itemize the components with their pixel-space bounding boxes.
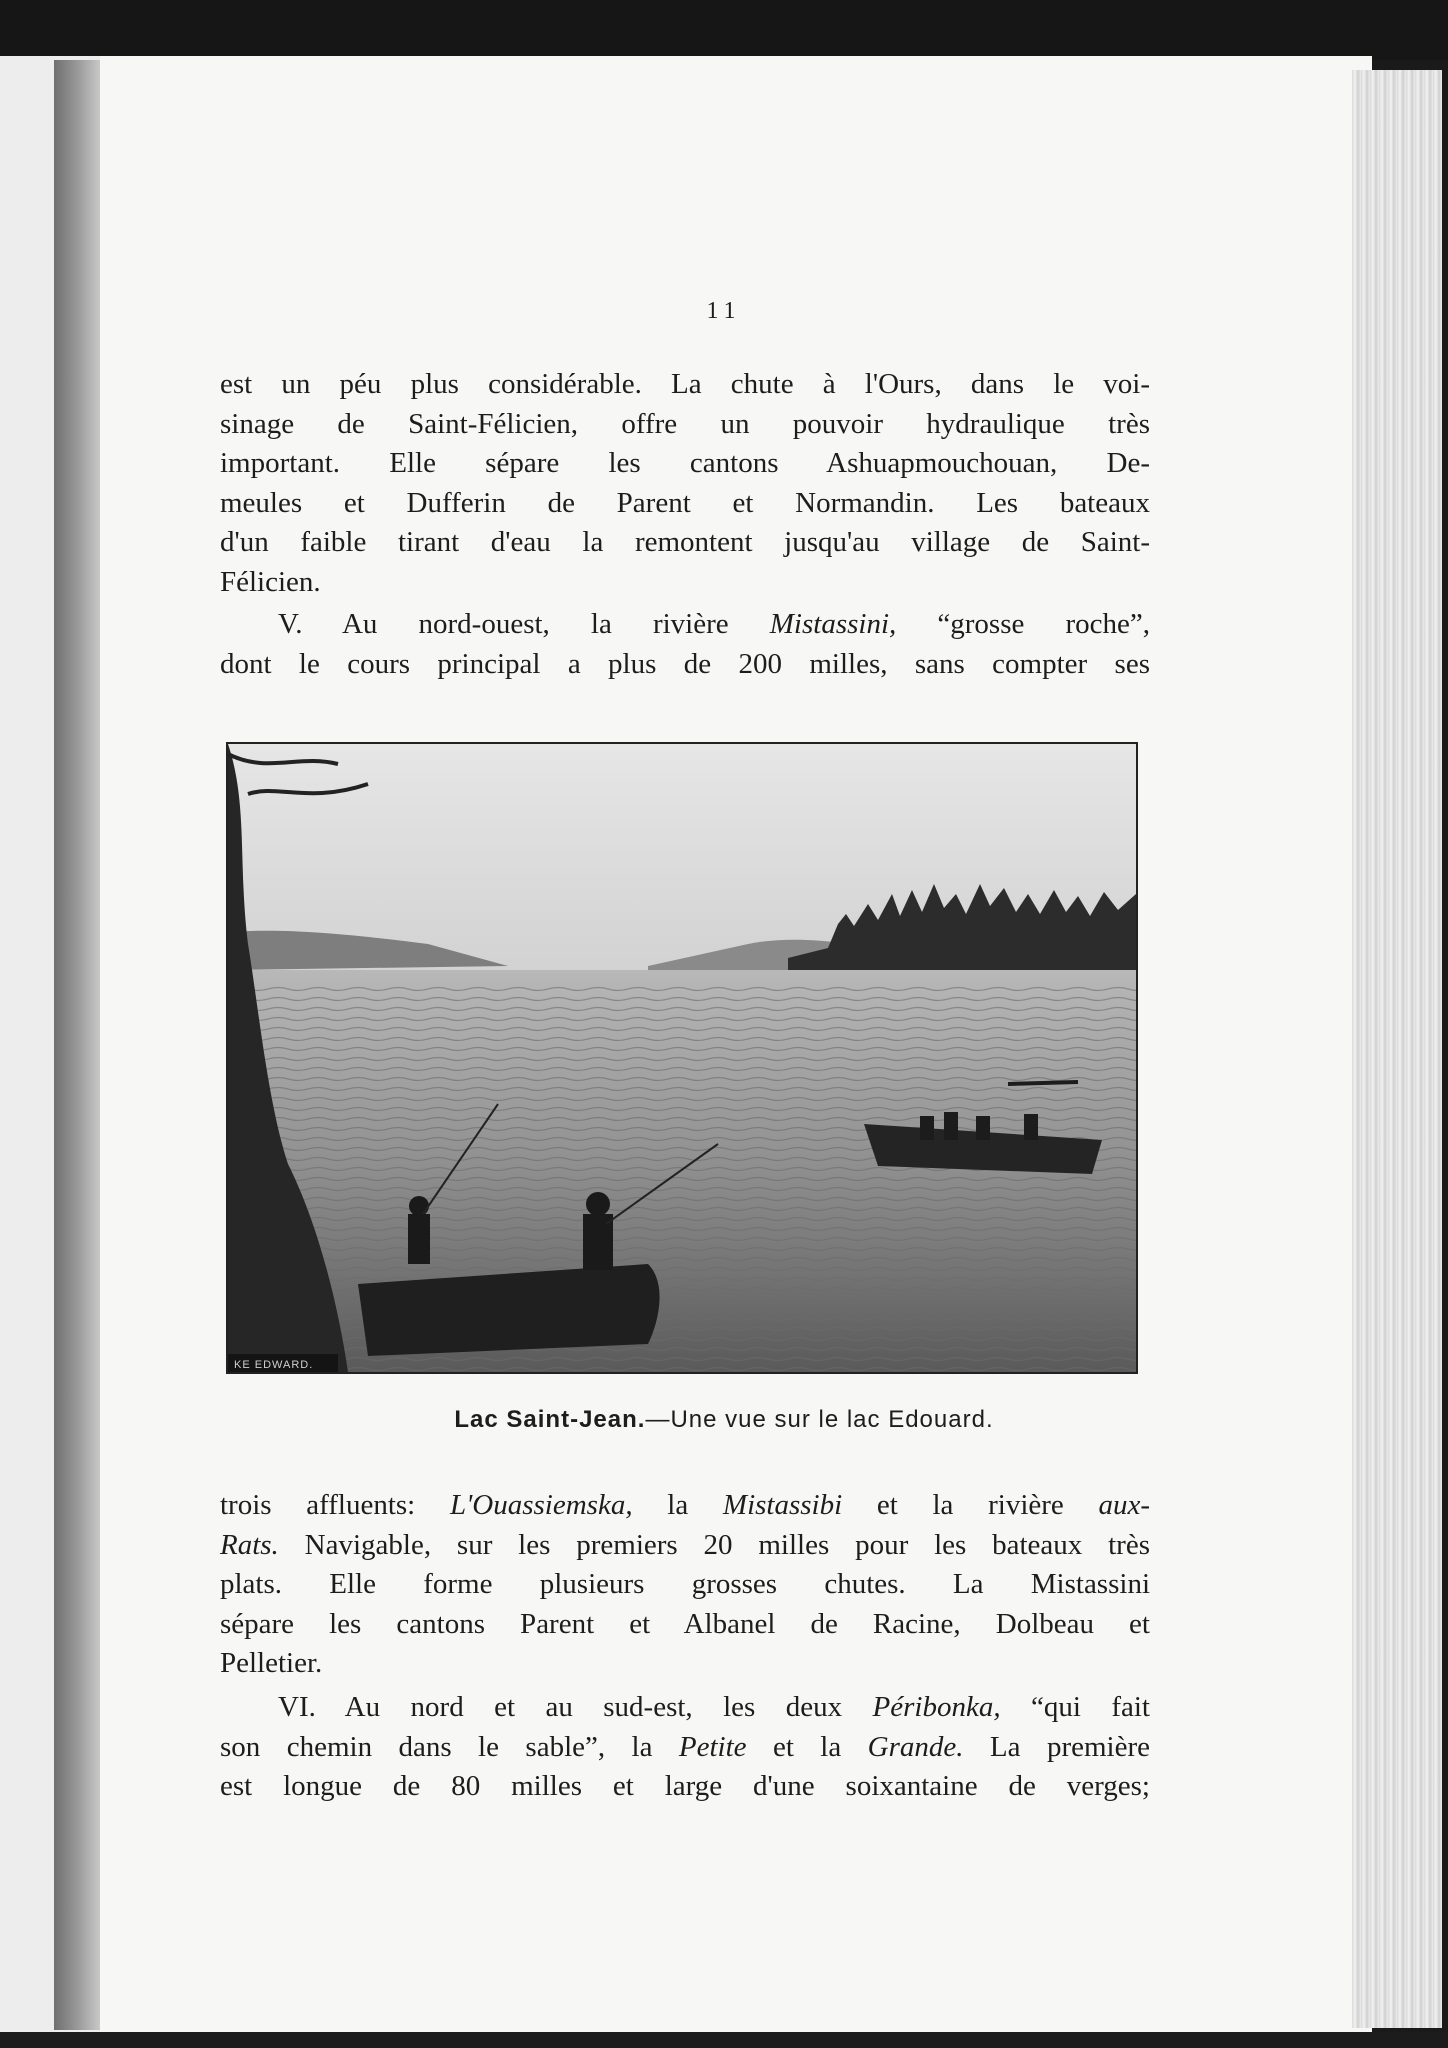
text-line: important. Elle sépare les cantons Ashuapmouchouan, De- [220, 447, 1150, 479]
text-line: VI. Au nord et au sud-est, les deux Péribonka, “qui fait [278, 1691, 1150, 1723]
text-line: sépare les cantons Parent et Albanel de Racine, Dolbeau et [220, 1607, 1150, 1640]
text-line: Félicien. [220, 565, 321, 598]
text-line: meules et Dufferin de Parent et Normandin. Les bateaux [220, 486, 1150, 519]
paragraph-top [220, 365, 1150, 602]
text-line: trois affluents: L'Ouassiemska, la Mistassibi et la rivière aux- [220, 1489, 1150, 1521]
text-line: est longue de 80 milles et large d'une soixantaine de verges; [220, 1770, 1150, 1802]
text-line: Rats. Navigable, sur les premiers 20 milles pour les bateaux très [220, 1528, 1150, 1561]
paragraph-continuation [220, 1486, 1150, 1684]
caption-text: —Une vue sur le lac Edouard. [645, 1406, 994, 1433]
lake-photograph [226, 742, 1138, 1374]
photo-corner-label: KE EDWARD. [234, 1359, 314, 1371]
paragraph-section-vi [220, 1688, 1150, 1807]
paragraph-section-v [220, 605, 1150, 684]
river-name: Mistassini, [769, 608, 897, 640]
caption-title: Lac Saint-Jean. [454, 1406, 646, 1433]
text-line: son chemin dans le sable”, la Petite et la Grande. La première [220, 1730, 1150, 1763]
page-number: 11 [706, 298, 742, 324]
text-line: d'un faible tirant d'eau la remontent jusqu'au village de Saint- [220, 526, 1150, 558]
page-fore-edge [1352, 70, 1442, 2028]
scan-bottom-border [0, 2032, 1448, 2048]
scan-top-border [0, 0, 1448, 60]
text-line: Pelletier. [220, 1647, 323, 1679]
text-line: sinage de Saint-Félicien, offre un pouvoir hydraulique très [220, 407, 1150, 440]
text-line: dont le cours principal a plus de 200 milles, sans compter ses [220, 647, 1150, 680]
photo-caption [0, 1406, 1448, 1434]
text-line: plats. Elle forme plusieurs grosses chutes. La Mistassini [220, 1568, 1150, 1600]
text-line: V. Au nord-ouest, la rivière Mistassini, “grosse roche”, [278, 608, 1150, 640]
text-line: est un péu plus considérable. La chute à l'Ours, dans le voi- [220, 368, 1150, 400]
